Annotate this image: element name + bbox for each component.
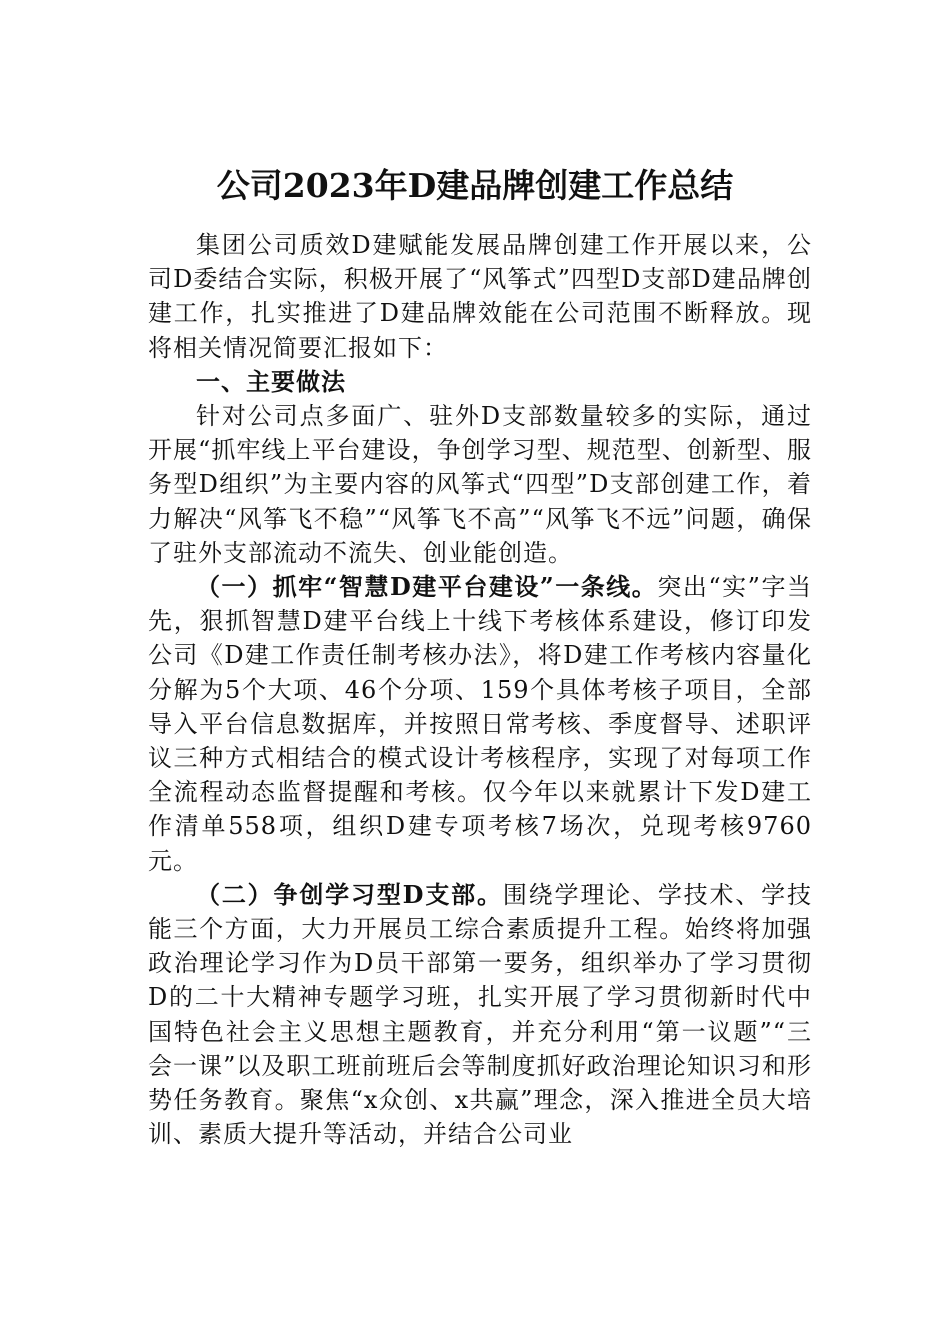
item-lead-1: （一）抓牢“智慧D建平台建设”一条线。 bbox=[196, 572, 658, 602]
item-text-1: 突出“实”字当先，狠抓智慧D建平台线上十线下考核体系建设，修订印发公司《D建工作责任制考核办法》，将D建工作考核内容量化分解为5个大项、46个分项、159个具体考核子项目，全部导入平台信息数据库，并按照日常考核、季度督导、述职评议三种方式相结合的模式设计考核程序，实现了对每项工作全流程动态监督提醒和考核。仅今年以来就累计下发D建工作清单558项，组织D建专项考核7场次，兑现考核9760元。 bbox=[148, 573, 812, 875]
section-paragraph: 针对公司点多面广、驻外D支部数量较多的实际，通过开展“抓牢线上平台建设，争创学习型、规范型、创新型、服务型D组织”为主要内容的风筝式“四型”D支部创建工作，着力解决“风筝飞不稳”“风筝飞不高”“风筝飞不远”问题，确保了驻外支部流动不流失、创业能创造。 bbox=[148, 402, 812, 567]
document-title: 公司2023年D建品牌创建工作总结 bbox=[216, 166, 734, 205]
intro-paragraph: 集团公司质效D建赋能发展品牌创建工作开展以来，公司D委结合实际，积极开展了“风筝式”四型D支部D建品牌创建工作，扎实推进了D建品牌效能在公司范围不断释放。现将相关情况简要汇报如下： bbox=[148, 231, 812, 362]
item-paragraph-2 bbox=[148, 878, 812, 1152]
item-lead-2: （二）争创学习型D支部。 bbox=[196, 879, 503, 909]
item-text-2: 围绕学理论、学技术、学技能三个方面，大力开展员工综合素质提升工程。始终将加强政治理论学习作为D员干部第一要务，组织举办了学习贯彻D的二十大精神专题学习班，扎实开展了学习贯彻新时代中国特色社会主义思想主题教育，并充分利用“第一议题”“三会一课”以及职工班前班后会等制度抓好政治理论知识习和形势任务教育。聚焦“x众创、x共赢”理念，深入推进全员大培训、素质大提升等活动，并结合公司业 bbox=[148, 880, 813, 1149]
section-heading-main-practices: 一、主要做法 bbox=[196, 367, 346, 396]
item-paragraph-1 bbox=[148, 570, 812, 878]
document-body bbox=[148, 228, 812, 1151]
